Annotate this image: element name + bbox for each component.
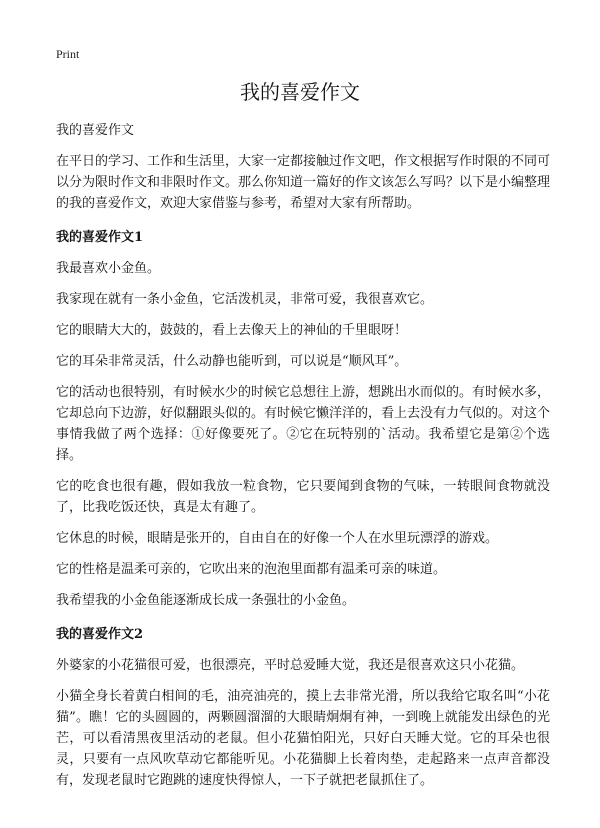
print-link[interactable]: Print [56,47,80,61]
page-title: 我的喜爱作文 [240,80,360,104]
section-2-paragraph: 外婆家的小花猫很可爱，也很漂亮，平时总爱睡大觉，我还是很喜欢这只小花猫。 [56,658,525,673]
section-1-paragraph: 我希望我的小金鱼能逐渐成长成一条强壮的小金鱼。 [56,593,356,608]
article-body [56,120,550,791]
section-heading-1: 我的喜爱作文1 [56,230,144,245]
section-heading-2: 我的喜爱作文2 [56,627,144,642]
section-2-paragraph: 小猫全身长着黄白相间的毛，油亮油亮的，摸上去非常光滑，所以我给它取名叫“小花猫”。瞧！它的头圆圆的，两颗圆溜溜的大眼睛炯炯有神，一到晚上就能发出绿色的光芒，可以看清黑夜里活动的老鼠。但小花猫怕阳光，只好白天睡大觉。它的耳朵也很灵，只要有一点风吹草动它都能听见。小花猫脚上长着肉垫，走起路来一点声音都没有，发现老鼠时它跑跳的速度快得惊人，一下子就把老鼠抓住了。 [56,689,550,788]
section-1-paragraph: 它的吃食也很有趣，假如我放一粒食物，它只要闻到食物的气味，一转眼间食物就没了，比我吃饭还快，真是太有趣了。 [56,479,550,515]
article-subtitle: 我的喜爱作文 [56,123,135,138]
intro-paragraph: 在平日的学习、工作和生活里，大家一定都接触过作文吧，作文根据写作时限的不同可以分为限时作文和非限时作文。那么你知道一篇好的作文该怎么写吗？以下是小编整理的我的喜爱作文，欢迎大家借鉴与参考，希望对大家有所帮助。 [56,154,551,211]
section-1-paragraph: 它的眼睛大大的，鼓鼓的，看上去像天上的神仙的千里眼呀！ [56,323,408,338]
section-1-paragraph: 它休息的时候，眼睛是张开的，自由自在的好像一个人在水里玩漂浮的游戏。 [56,531,499,546]
section-1-paragraph: 它的活动也很特别，有时候水少的时候它总想往上游，想跳出水而似的。有时候水多，它却总向下边游，好似翻跟头似的。有时候它懒洋洋的，看上去没有力气似的。对这个事情我做了两个选择：①好像要死了。②它在玩特别的`活动。我希望它是第②个选择。 [56,385,551,463]
section-1-paragraph: 它的性格是温柔可亲的，它吹出来的泡泡里面都有温柔可亲的味道。 [56,562,447,577]
section-1-paragraph: 它的耳朵非常灵活，什么动静也能听到，可以说是“顺风耳”。 [56,354,408,369]
section-1-paragraph: 我家现在就有一条小金鱼，它活泼机灵，非常可爱，我很喜欢它。 [56,292,434,307]
section-1-paragraph: 我最喜欢小金鱼。 [56,261,161,276]
